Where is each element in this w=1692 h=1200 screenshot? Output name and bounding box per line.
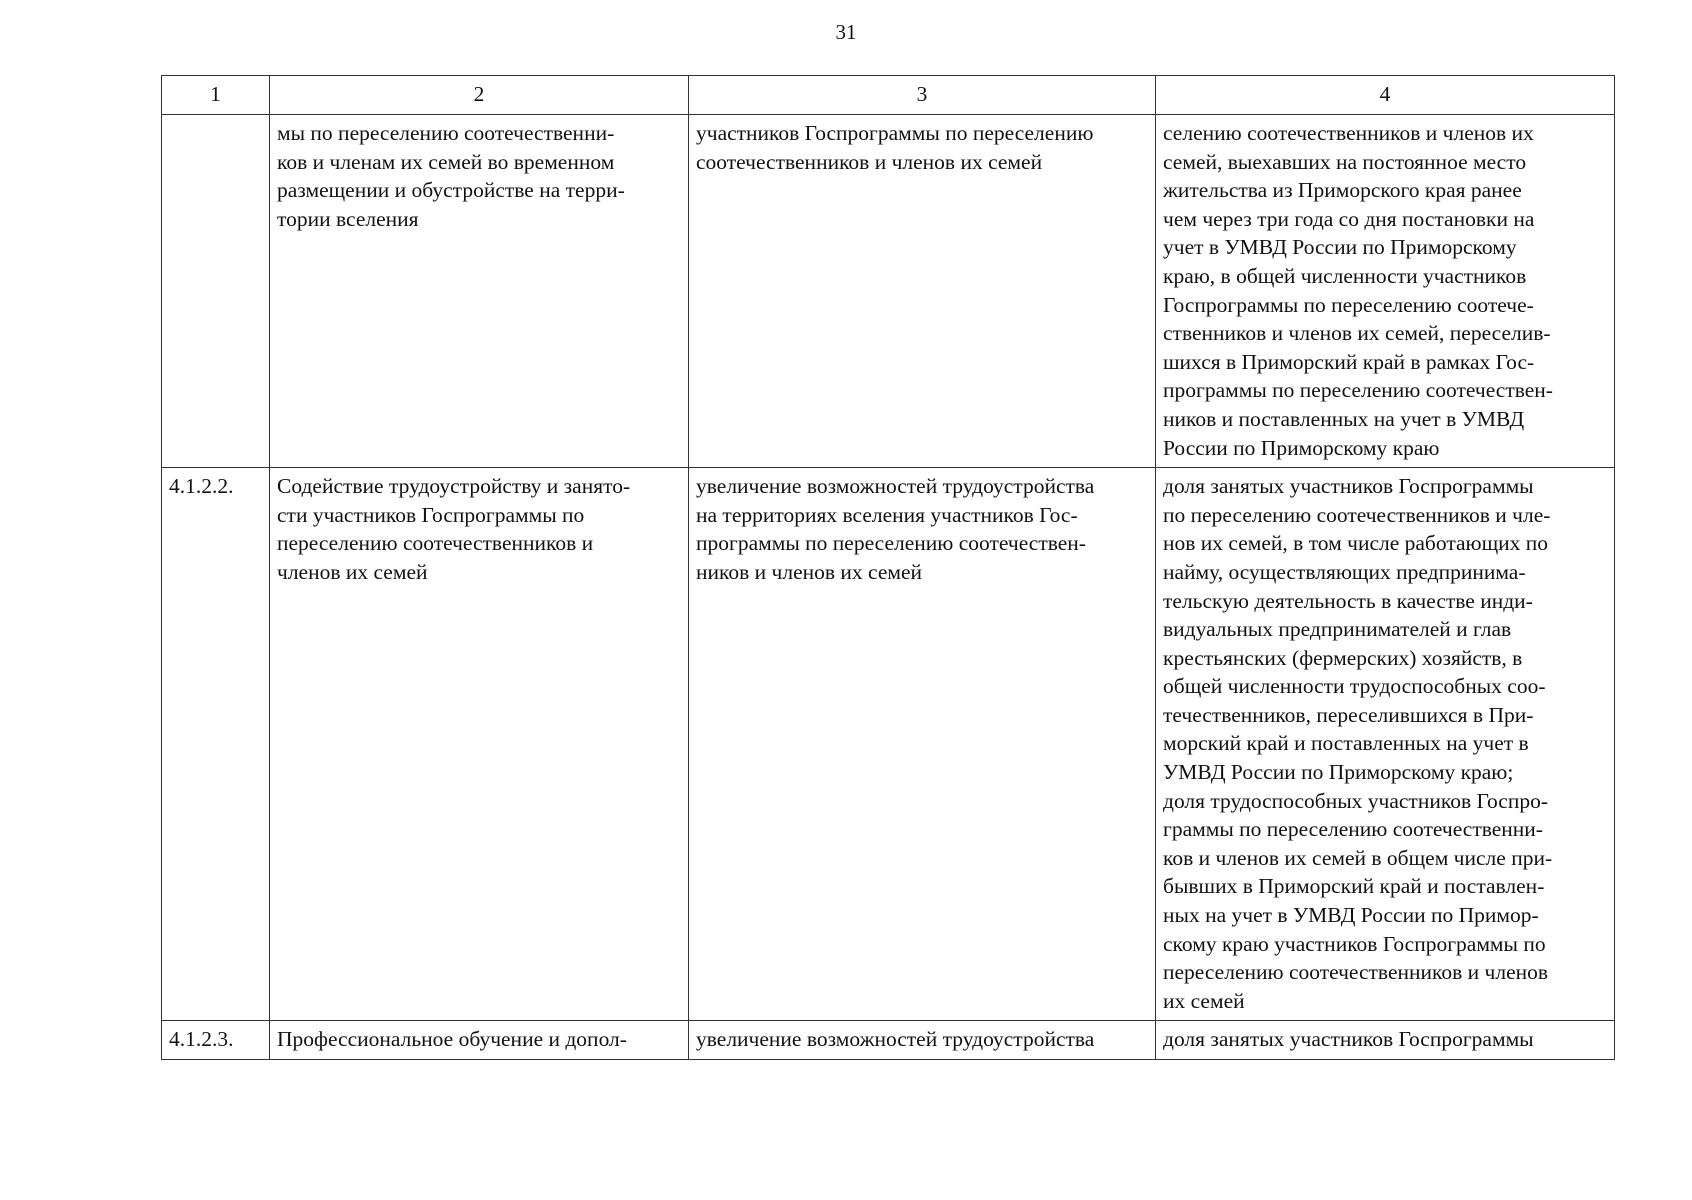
table-body	[162, 115, 1615, 1060]
measure-name-line: размещении и обустройстве на терри-	[277, 178, 625, 203]
indicator-line: России по Приморскому краю	[1163, 435, 1440, 460]
program-measures-table	[161, 75, 1615, 1060]
page-number: 31	[835, 20, 857, 44]
indicator-line: их семей	[1163, 988, 1245, 1013]
indicator-line: морский край и поставленных на учет в	[1163, 731, 1529, 756]
indicator-line: краю, в общей численности участников	[1163, 263, 1527, 288]
expected-result-line: на территориях вселения участников Гос-	[696, 502, 1078, 527]
indicator-line: общей численности трудоспособных соо-	[1163, 674, 1546, 699]
expected-result-line: соотечественников и членов их семей	[696, 149, 1043, 174]
measure-name-line: тории вселения	[277, 206, 419, 231]
indicator-line: ных на учет в УМВД России по Примор-	[1163, 903, 1539, 928]
column-header-3: 3	[689, 76, 1156, 115]
expected-result-line: программы по переселению соотечествен-	[696, 531, 1086, 556]
indicator-line: учет в УМВД России по Приморскому	[1163, 235, 1517, 260]
indicator-cell	[1156, 1021, 1615, 1060]
indicator-line: семей, выехавших на постоянное место	[1163, 149, 1527, 174]
item-number-cell	[162, 468, 270, 1021]
indicator-line: переселению соотечественников и членов	[1163, 960, 1549, 985]
measure-name-line: членов их семей	[277, 559, 428, 584]
measure-name-cell	[270, 1021, 689, 1060]
indicator-line: скому краю участников Госпрограммы по	[1163, 931, 1546, 956]
expected-result-line: увеличение возможностей трудоустройства	[696, 1027, 1095, 1052]
indicator-line: чем через три года со дня постановки на	[1163, 206, 1535, 231]
indicator-line: шихся в Приморский край в рамках Гос-	[1163, 349, 1535, 374]
indicator-line: селению соотечественников и членов их	[1163, 121, 1534, 145]
indicator-line: жительства из Приморского края ранее	[1163, 178, 1522, 203]
table-row	[162, 468, 1615, 1021]
measure-name-cell	[270, 115, 689, 468]
measure-name-line: ков и членам их семей во временном	[277, 149, 615, 174]
expected-result-cell	[689, 1021, 1156, 1060]
indicator-line: ков и членов их семей в общем числе при-	[1163, 845, 1553, 870]
indicator-line: нов их семей, в том числе работающих по	[1163, 531, 1549, 556]
indicator-line: по переселению соотечественников и чле-	[1163, 502, 1551, 527]
indicator-cell	[1156, 468, 1615, 1021]
indicator-line: крестьянских (фермерских) хозяйств, в	[1163, 645, 1523, 670]
measure-name-line: сти участников Госпрограммы по	[277, 502, 585, 527]
measure-name-line: переселению соотечественников и	[277, 531, 594, 556]
table-row	[162, 1021, 1615, 1060]
expected-result-cell	[689, 115, 1156, 468]
measure-name-cell	[270, 468, 689, 1021]
table-header-row	[162, 76, 1615, 115]
indicator-cell	[1156, 115, 1615, 468]
indicator-line: бывших в Приморский край и поставлен-	[1163, 874, 1545, 899]
measure-name-line: Содействие трудоустройству и занято-	[277, 474, 631, 499]
item-number: 4.1.2.2.	[169, 474, 234, 499]
table-row	[162, 115, 1615, 468]
item-number-cell	[162, 115, 270, 468]
item-number: 4.1.2.3.	[169, 1027, 234, 1052]
expected-result-line: ников и членов их семей	[696, 559, 923, 584]
indicator-line: тельскую деятельность в качестве инди-	[1163, 588, 1533, 613]
indicator-line: доля трудоспособных участников Госпро-	[1163, 788, 1549, 813]
indicator-line: видуальных предпринимателей и глав	[1163, 617, 1512, 642]
indicator-line: течественников, переселившихся в При-	[1163, 702, 1534, 727]
indicator-line: доля занятых участников Госпрограммы	[1163, 1027, 1534, 1052]
indicator-line: найму, осуществляющих предпринима-	[1163, 559, 1526, 584]
expected-result-line: участников Госпрограммы по переселению	[696, 121, 1094, 145]
indicator-line: граммы по переселению соотечественни-	[1163, 817, 1543, 842]
measure-name-line: мы по переселению соотечественни-	[277, 121, 615, 145]
expected-result-cell	[689, 468, 1156, 1021]
column-header-1: 1	[162, 76, 270, 115]
item-number-cell	[162, 1021, 270, 1060]
indicator-line: ственников и членов их семей, переселив-	[1163, 321, 1551, 346]
expected-result-line: увеличение возможностей трудоустройства	[696, 474, 1095, 499]
indicator-line: ников и поставленных на учет в УМВД	[1163, 406, 1525, 431]
column-header-2: 2	[270, 76, 689, 115]
indicator-line: доля занятых участников Госпрограммы	[1163, 474, 1534, 499]
indicator-line: УМВД России по Приморскому краю;	[1163, 760, 1514, 785]
indicator-line: Госпрограммы по переселению соотече-	[1163, 292, 1534, 317]
measure-name-line: Профессиональное обучение и допол-	[277, 1027, 627, 1052]
column-header-4: 4	[1156, 76, 1615, 115]
indicator-line: программы по переселению соотечествен-	[1163, 378, 1553, 403]
